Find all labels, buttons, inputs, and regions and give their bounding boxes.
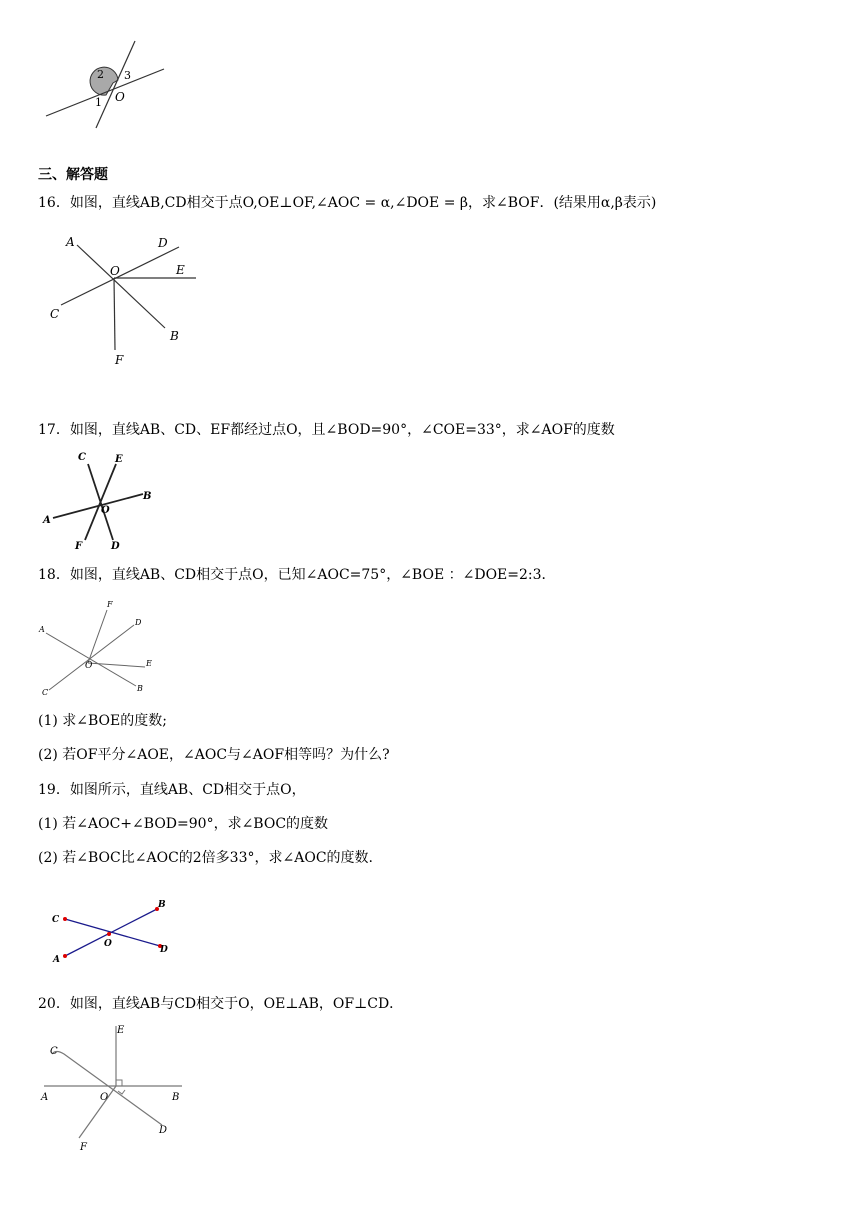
point-o xyxy=(107,932,111,936)
label-c: C xyxy=(50,1046,58,1057)
label-f: F xyxy=(75,541,83,552)
label-o: O xyxy=(100,1092,109,1103)
q16-figure xyxy=(44,232,214,372)
q18-sub1: (1) 求∠BOE的度数; xyxy=(38,713,167,729)
label-f: F xyxy=(115,353,124,367)
label-d: D xyxy=(159,1125,168,1136)
q20-figure xyxy=(36,1020,196,1155)
q17-text: 17．如图，直线AB、CD、EF都经过点O，且∠BOD=90°，∠COE=33°，求∠AOF的度数 xyxy=(38,422,615,438)
label-d: D xyxy=(111,541,120,552)
label-o: O xyxy=(110,264,120,278)
label-a: A xyxy=(66,235,75,249)
line-cd xyxy=(65,919,160,946)
label-a: A xyxy=(41,1092,49,1103)
line-cd xyxy=(52,1052,162,1126)
q17-figure xyxy=(40,450,170,554)
q19-sub1: (1) 若∠AOC+∠BOD=90°，求∠BOC的度数 xyxy=(38,816,329,832)
label-o: O xyxy=(104,939,112,949)
q18-text: 18．如图，直线AB、CD相交于点O，已知∠AOC=75°，∠BOE ：∠DOE=2:3． xyxy=(38,567,556,583)
label-b: B xyxy=(137,684,143,693)
label-b: B xyxy=(172,1092,180,1103)
q19-figure xyxy=(46,896,176,968)
line-cd xyxy=(61,247,179,305)
label-o: O xyxy=(101,505,110,516)
label-d: D xyxy=(135,618,142,627)
label-e: E xyxy=(176,263,185,277)
q19-text: 19．如图所示，直线AB、CD相交于点O， xyxy=(38,782,306,798)
label-f: F xyxy=(80,1142,87,1153)
right-angle-mark xyxy=(116,1080,122,1086)
label-o: O xyxy=(85,661,93,671)
ray-of xyxy=(79,1086,116,1138)
label-o: O xyxy=(115,90,125,104)
q19-sub2: (2) 若∠BOC比∠AOC的2倍多33°，求∠AOC的度数. xyxy=(38,850,373,866)
label-c: C xyxy=(78,452,86,463)
line-cd xyxy=(49,625,134,690)
label-b: B xyxy=(170,329,179,343)
point-a xyxy=(63,954,67,958)
ray-oe xyxy=(88,663,145,667)
ray-of xyxy=(88,610,107,663)
q20-text: 20．如图，直线AB与CD相交于O，OE⊥AB，OF⊥CD． xyxy=(38,996,404,1012)
q16-text: 16．如图，直线AB,CD相交于点O,OE⊥OF,∠AOC = α,∠DOE = β，求∠BOF．(结果用α,β表示) xyxy=(38,195,657,211)
label-c: C xyxy=(52,915,60,925)
label-a: A xyxy=(43,515,51,526)
angle-sector xyxy=(90,67,118,95)
q18-sub2: (2) 若OF平分∠AOE，∠AOC与∠AOF相等吗？为什么? xyxy=(38,747,390,763)
section-title: 三、解答题 xyxy=(38,167,108,183)
label-c: C xyxy=(42,688,49,697)
label-a: A xyxy=(39,625,45,634)
label-d: D xyxy=(160,945,168,955)
label-2: 2 xyxy=(97,68,104,81)
label-c: C xyxy=(50,307,60,321)
label-d: D xyxy=(158,236,168,250)
label-e: E xyxy=(117,1025,125,1036)
label-e: E xyxy=(115,454,123,465)
ray-of xyxy=(114,278,115,350)
label-1: 1 xyxy=(95,96,102,109)
line-ab xyxy=(46,633,136,686)
q15-figure xyxy=(40,38,170,128)
label-b: B xyxy=(158,900,166,910)
line-ab xyxy=(77,245,165,328)
label-f: F xyxy=(107,600,113,609)
point-c xyxy=(63,917,67,921)
label-b: B xyxy=(143,491,152,502)
q18-figure xyxy=(36,598,166,698)
label-e: E xyxy=(146,659,152,668)
label-a: A xyxy=(53,955,60,965)
label-3: 3 xyxy=(124,69,131,82)
